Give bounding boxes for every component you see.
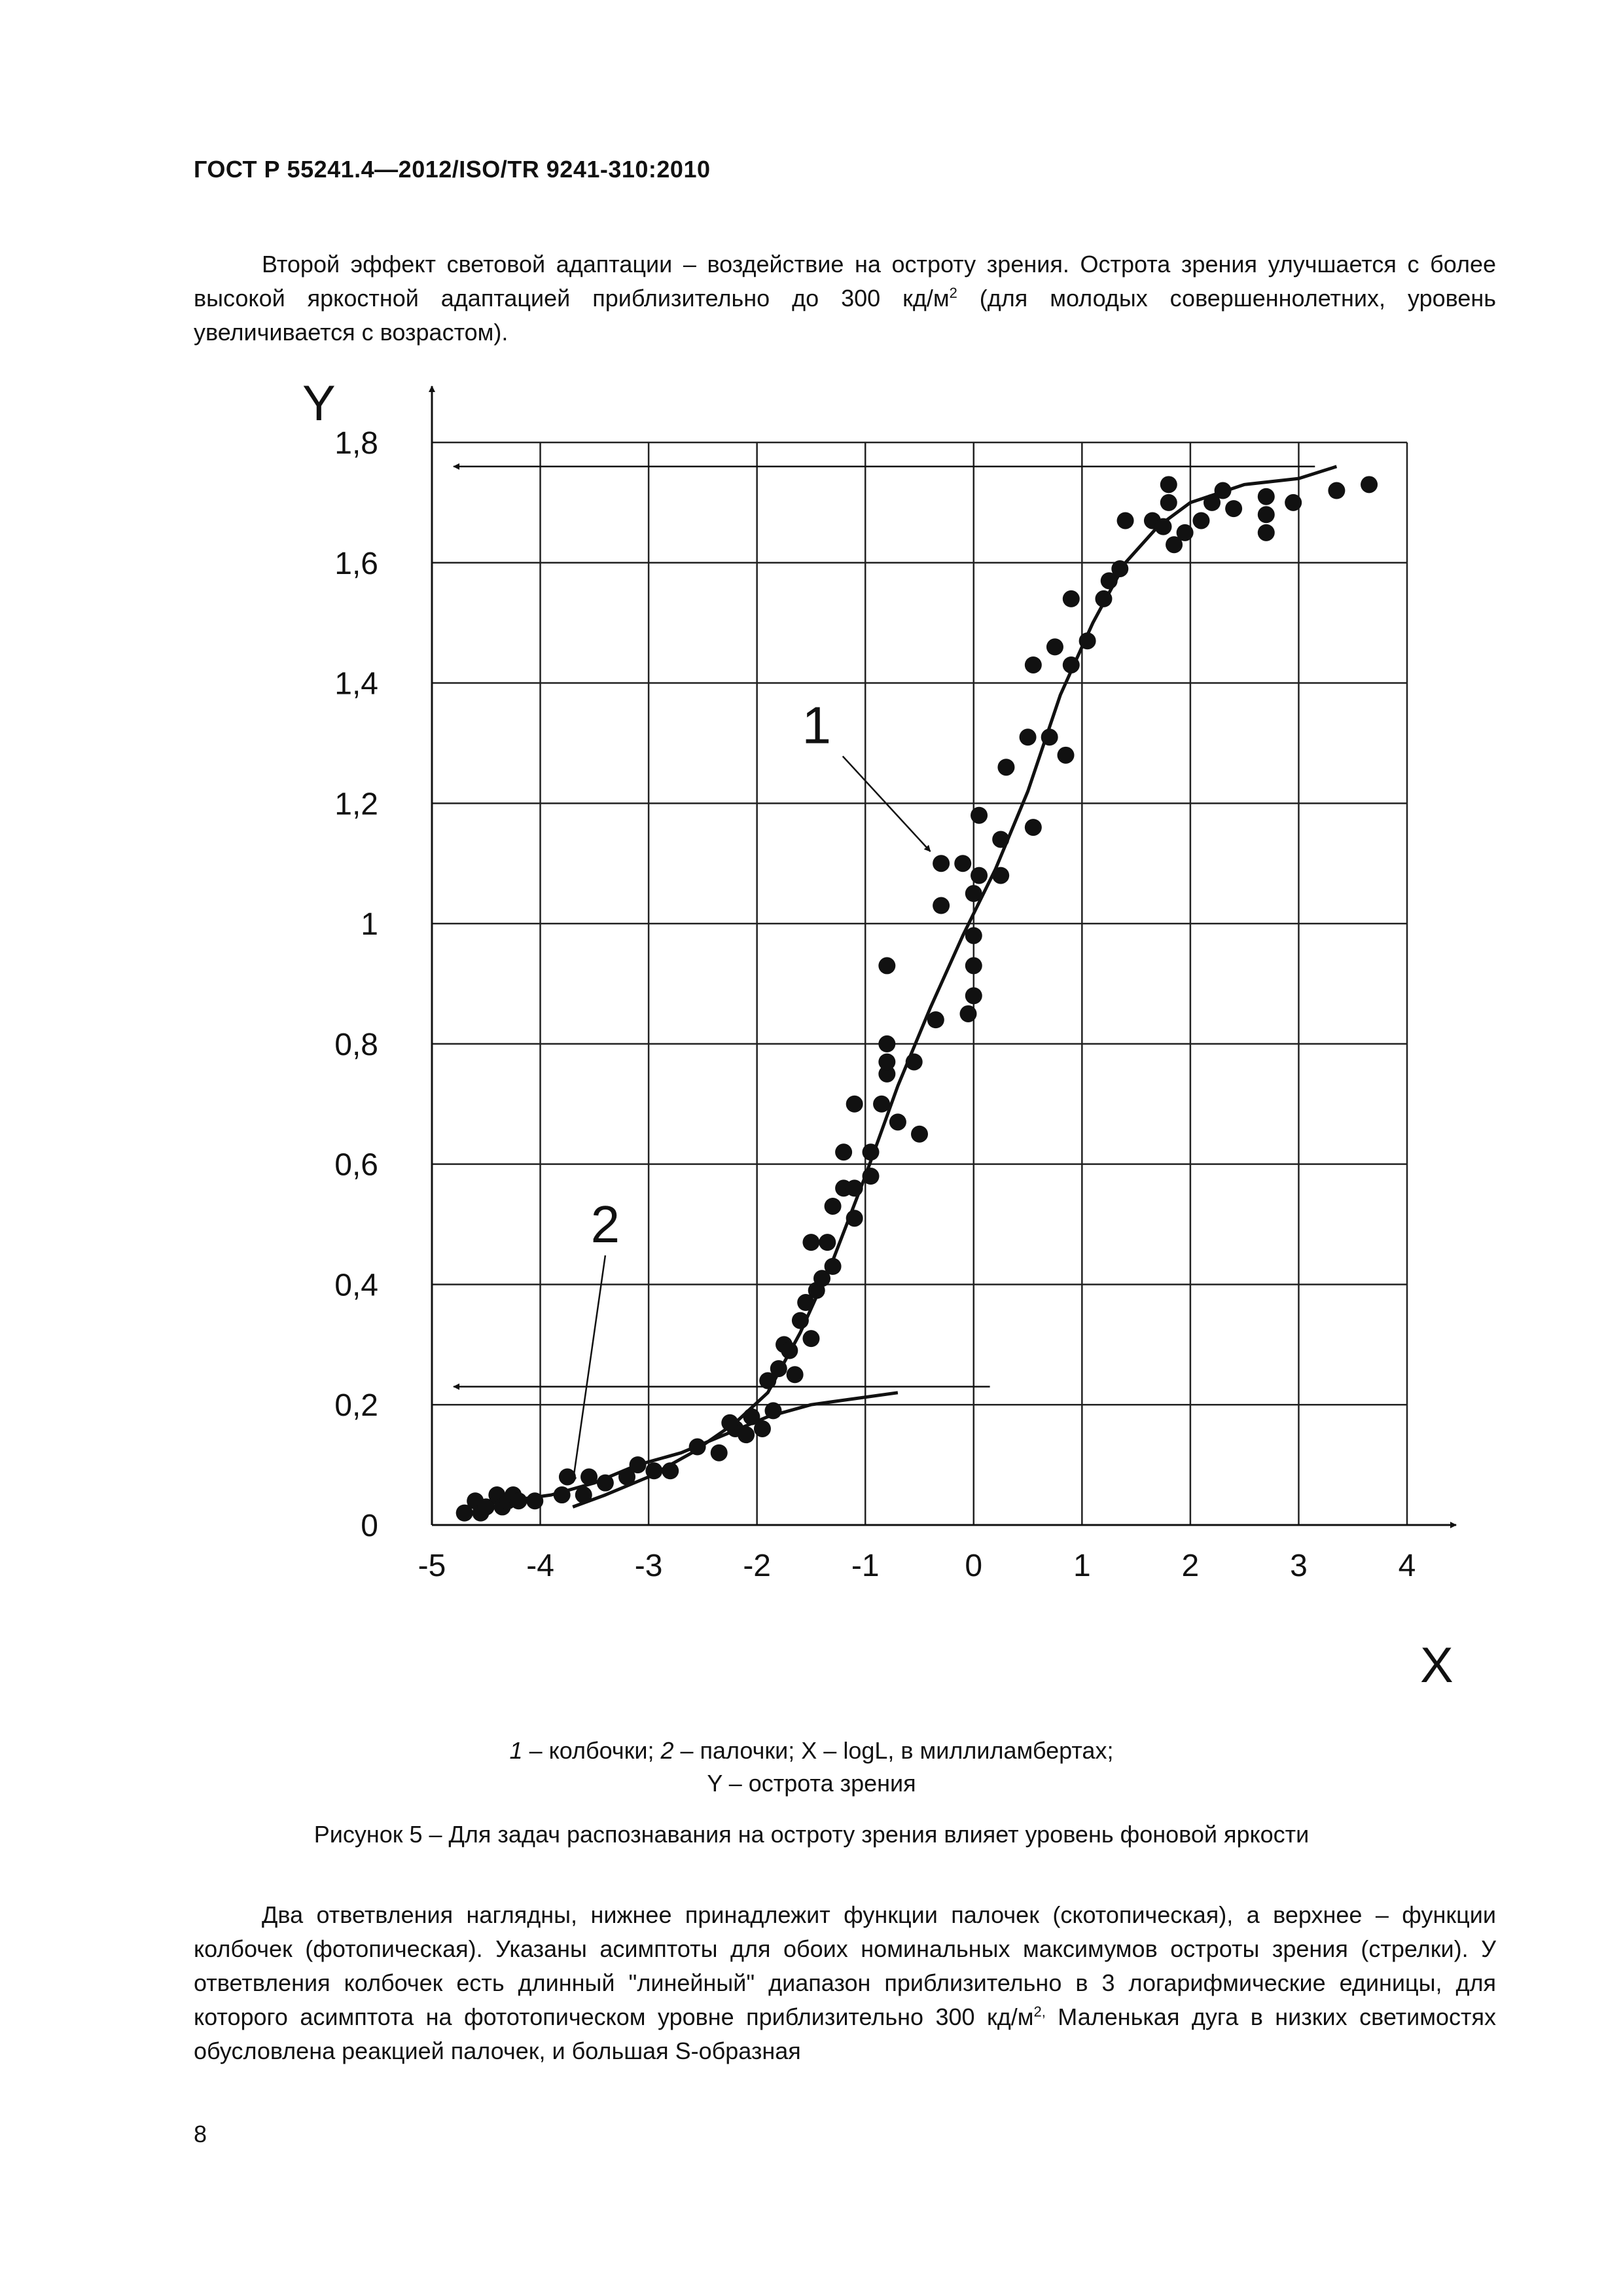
body-superscript: 2, [1033, 2003, 1046, 2020]
data-point [863, 1143, 880, 1160]
data-point [1225, 500, 1242, 517]
data-point [863, 1168, 880, 1185]
y-tick-label: 1,4 [334, 666, 378, 702]
data-point [992, 867, 1009, 884]
data-point [1328, 482, 1345, 499]
data-point [792, 1312, 809, 1329]
data-point [889, 1113, 906, 1130]
x-tick-label: 4 [1398, 1549, 1416, 1583]
y-tick-label: 0,8 [334, 1027, 378, 1062]
legend-text-2: – палочки; X – logL, в миллиламбертах; [673, 1737, 1114, 1764]
x-tick-label: 3 [1290, 1549, 1308, 1583]
y-tick-label: 1,8 [334, 426, 378, 461]
y-tick-label: 0 [361, 1509, 378, 1543]
x-tick-label: -2 [743, 1549, 772, 1583]
data-point [1063, 656, 1080, 673]
data-point [846, 1096, 863, 1113]
data-point [787, 1366, 804, 1383]
data-point [846, 1179, 863, 1196]
data-point [1285, 494, 1302, 511]
figure-legend [0, 1734, 1623, 1800]
data-point [738, 1426, 755, 1443]
data-point [765, 1402, 782, 1419]
data-point [1155, 518, 1172, 535]
x-tick-label: -5 [418, 1549, 446, 1583]
data-point [554, 1486, 571, 1503]
data-point [526, 1492, 543, 1509]
data-point [878, 957, 895, 974]
x-tick-label: 1 [1073, 1549, 1091, 1583]
data-point [825, 1258, 842, 1275]
data-point [1192, 512, 1209, 529]
data-point [721, 1414, 738, 1431]
intro-text-1: Второй эффект световой адаптации – воздействие на остроту зрения. Острота зрения улучшается с более высокой яркостной адаптацией приблизительно до 300 кд/м [194, 251, 1496, 312]
y-tick-label: 0,4 [334, 1268, 378, 1303]
data-point [802, 1330, 819, 1347]
data-point [1215, 482, 1232, 499]
data-point [597, 1475, 614, 1492]
data-point [645, 1462, 662, 1479]
legend-line-2: Y – острота зрения [707, 1770, 916, 1797]
page-number: 8 [194, 2121, 207, 2147]
data-point [1160, 494, 1177, 511]
data-point [1258, 488, 1275, 505]
data-point [711, 1444, 728, 1462]
data-point [819, 1234, 836, 1251]
callout-pointer-2 [573, 1255, 605, 1483]
data-point [1117, 512, 1134, 529]
x-tick-label: 0 [965, 1549, 983, 1583]
legend-num-1: 1 [509, 1737, 523, 1764]
data-point [878, 1053, 895, 1070]
data-point [933, 897, 950, 914]
data-point [1025, 656, 1042, 673]
data-point [770, 1360, 787, 1377]
data-point [933, 855, 950, 872]
data-point [965, 927, 982, 944]
tick-labels [334, 426, 1416, 1583]
data-point [1079, 632, 1096, 649]
data-point [873, 1096, 890, 1113]
data-point [1111, 560, 1128, 577]
axes [432, 386, 1456, 1525]
data-point [965, 957, 982, 974]
x-tick-label: -3 [634, 1549, 663, 1583]
data-point [754, 1420, 771, 1437]
data-point [1046, 638, 1063, 655]
y-axis-label: Y [302, 376, 336, 431]
body-paragraph [194, 1898, 1496, 2068]
data-point [1095, 590, 1112, 607]
fit-curves [465, 467, 1337, 1507]
legend-num-2: 2 [660, 1737, 674, 1764]
data-point [992, 831, 1009, 848]
data-point [689, 1439, 706, 1456]
data-point [960, 1005, 977, 1022]
y-tick-label: 1,6 [334, 546, 378, 581]
document-header: ГОСТ Р 55241.4—2012/ISO/TR 9241-310:2010 [194, 156, 711, 183]
fit-curve-1 [573, 467, 1336, 1507]
grid-lines [432, 442, 1407, 1525]
data-point [1361, 476, 1378, 493]
data-point [1160, 476, 1177, 493]
y-tick-label: 0,2 [334, 1388, 378, 1424]
x-tick-label: -1 [851, 1549, 880, 1583]
x-axis-label: X [1420, 1638, 1454, 1693]
data-point [781, 1342, 798, 1359]
data-point [835, 1143, 852, 1160]
y-tick-label: 1 [361, 907, 378, 942]
data-point [1063, 590, 1080, 607]
legend-line-1 [0, 1734, 1623, 1767]
body-text-1: Два ответвления наглядны, нижнее принадлежит функции палочек (скотопическая), а верхнее – функции колбочек (фотопическая). Указаны асимптоты для обоих номинальных максимумов остроты зрения (стрелки). У ответвления колбочек есть длинный "линейный" диапазон приблизительно в 3 логарифмические единицы, для которого асимптота на фототопическом уровне приблизительно 300 кд/м [194, 1901, 1496, 2030]
data-point [878, 1035, 895, 1052]
data-point [906, 1053, 923, 1070]
data-point [580, 1468, 597, 1485]
callout-label-2: 2 [590, 1195, 620, 1254]
data-point [1041, 728, 1058, 745]
y-tick-label: 1,2 [334, 787, 378, 822]
data-point [927, 1011, 944, 1028]
data-point [510, 1492, 527, 1509]
data-point [911, 1126, 928, 1143]
x-tick-label: -4 [526, 1549, 554, 1583]
figure-caption: Рисунок 5 – Для задач распознавания на остроту зрения влияет уровень фоновой яркости [313, 1821, 1310, 1848]
data-point [1258, 506, 1275, 523]
data-point [954, 855, 971, 872]
x-tick-label: 2 [1181, 1549, 1200, 1583]
y-tick-label: 0,6 [334, 1147, 378, 1183]
data-point [575, 1486, 592, 1503]
data-point [971, 807, 988, 824]
body-text-2: Маленькая дуга в низких светимостях обусловлена реакцией палочек, и большая S-образная [194, 2003, 1496, 2064]
data-point [846, 1210, 863, 1227]
data-point [1258, 524, 1275, 541]
data-point [997, 759, 1014, 776]
data-point [662, 1462, 679, 1479]
data-point [965, 987, 982, 1004]
fit-curve-2 [465, 1393, 898, 1507]
data-point [825, 1198, 842, 1215]
data-point [971, 867, 988, 884]
data-point [1020, 728, 1037, 745]
data-point [965, 885, 982, 902]
callout-label-1: 1 [802, 696, 831, 755]
data-points [456, 476, 1378, 1521]
data-point [630, 1456, 647, 1473]
data-point [802, 1234, 819, 1251]
data-point [1058, 747, 1075, 764]
data-point [1177, 524, 1194, 541]
intro-superscript: 2 [949, 285, 957, 301]
intro-text-2: (для молодых совершеннолетних, уровень увеличивается с возрастом). [194, 285, 1496, 346]
data-point [1025, 819, 1042, 836]
legend-text-1: – колбочки; [522, 1737, 661, 1764]
